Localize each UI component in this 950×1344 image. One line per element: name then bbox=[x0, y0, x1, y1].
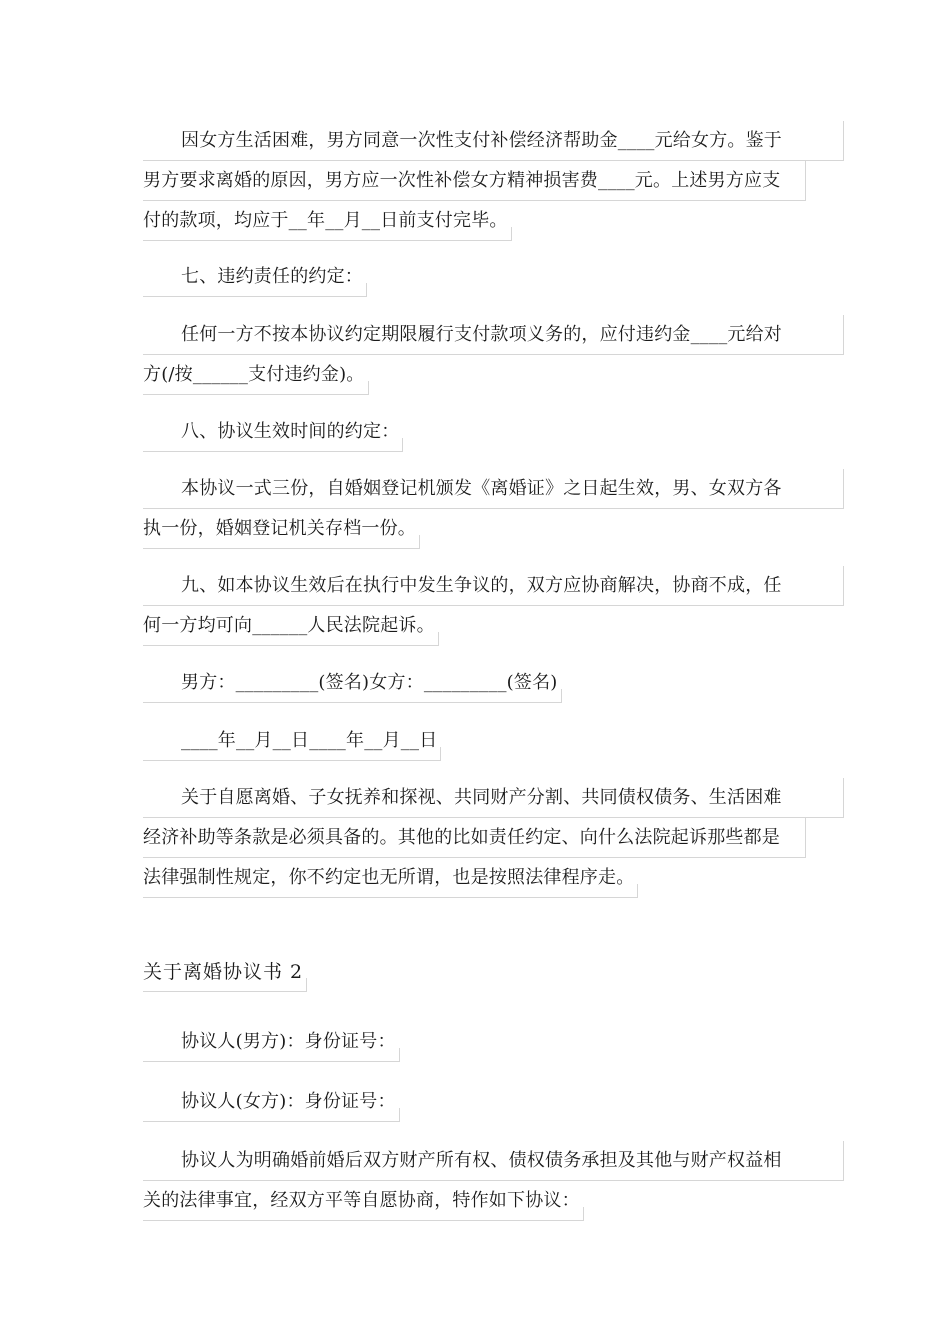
signature-line bbox=[143, 663, 562, 703]
section-heading-7 bbox=[143, 257, 367, 297]
text-line: 经济补助等条款是必须具备的。其他的比如责任约定、向什么法院起诉那些都是 bbox=[143, 818, 806, 858]
text-line: 九、如本协议生效后在执行中发生争议的，双方应协商解决，协商不成，任 bbox=[143, 566, 844, 606]
text-line: 因女方生活困难，男方同意一次性支付补偿经济帮助金____元给女方。鉴于 bbox=[143, 121, 844, 161]
document-title-2 bbox=[143, 952, 307, 993]
section-heading-8 bbox=[143, 412, 403, 452]
section-title: 八、协议生效时间的约定： bbox=[143, 412, 403, 452]
text-line: 本协议一式三份，自婚姻登记机颁发《离婚证》之日起生效，男、女双方各 bbox=[143, 469, 844, 509]
text-line: 任何一方不按本协议约定期限履行支付款项义务的，应付违约金____元给对 bbox=[143, 315, 844, 355]
paragraph-effective bbox=[143, 469, 844, 549]
paragraph-breach bbox=[143, 315, 844, 395]
paragraph-agreement-intro bbox=[143, 1141, 844, 1221]
text-line: 协议人为明确婚前婚后双方财产所有权、债权债务承担及其他与财产权益相 bbox=[143, 1141, 844, 1181]
party-male bbox=[143, 1022, 400, 1062]
text-line: 何一方均可向______人民法院起诉。 bbox=[143, 606, 439, 646]
text-line: 付的款项，均应于__年__月__日前支付完毕。 bbox=[143, 201, 512, 241]
party-female-line: 协议人(女方)：身份证号： bbox=[143, 1082, 400, 1122]
text-line: 执一份，婚姻登记机关存档一份。 bbox=[143, 509, 420, 549]
text-line: 男方要求离婚的原因，男方应一次性补偿女方精神损害费____元。上述男方应支 bbox=[143, 161, 806, 201]
text-line: 方(/按______支付违约金)。 bbox=[143, 355, 369, 395]
text-line: 关的法律事宜，经双方平等自愿协商，特作如下协议： bbox=[143, 1181, 584, 1221]
date-line bbox=[143, 721, 441, 761]
section-title: 七、违约责任的约定： bbox=[143, 257, 367, 297]
paragraph-compensation bbox=[143, 121, 844, 241]
party-female bbox=[143, 1082, 400, 1122]
party-male-line: 协议人(男方)：身份证号： bbox=[143, 1022, 400, 1062]
text-line: 关于自愿离婚、子女抚养和探视、共同财产分割、共同债权债务、生活困难 bbox=[143, 778, 844, 818]
paragraph-dispute bbox=[143, 566, 844, 646]
signature-fields: 男方：_________(签名)女方：_________(签名) bbox=[143, 663, 562, 703]
paragraph-note bbox=[143, 778, 844, 898]
text-line: 法律强制性规定，你不约定也无所谓，也是按照法律程序走。 bbox=[143, 858, 638, 898]
date-fields: ____年__月__日____年__月__日 bbox=[143, 721, 441, 761]
page-title: 关于离婚协议书 2 bbox=[143, 952, 307, 992]
